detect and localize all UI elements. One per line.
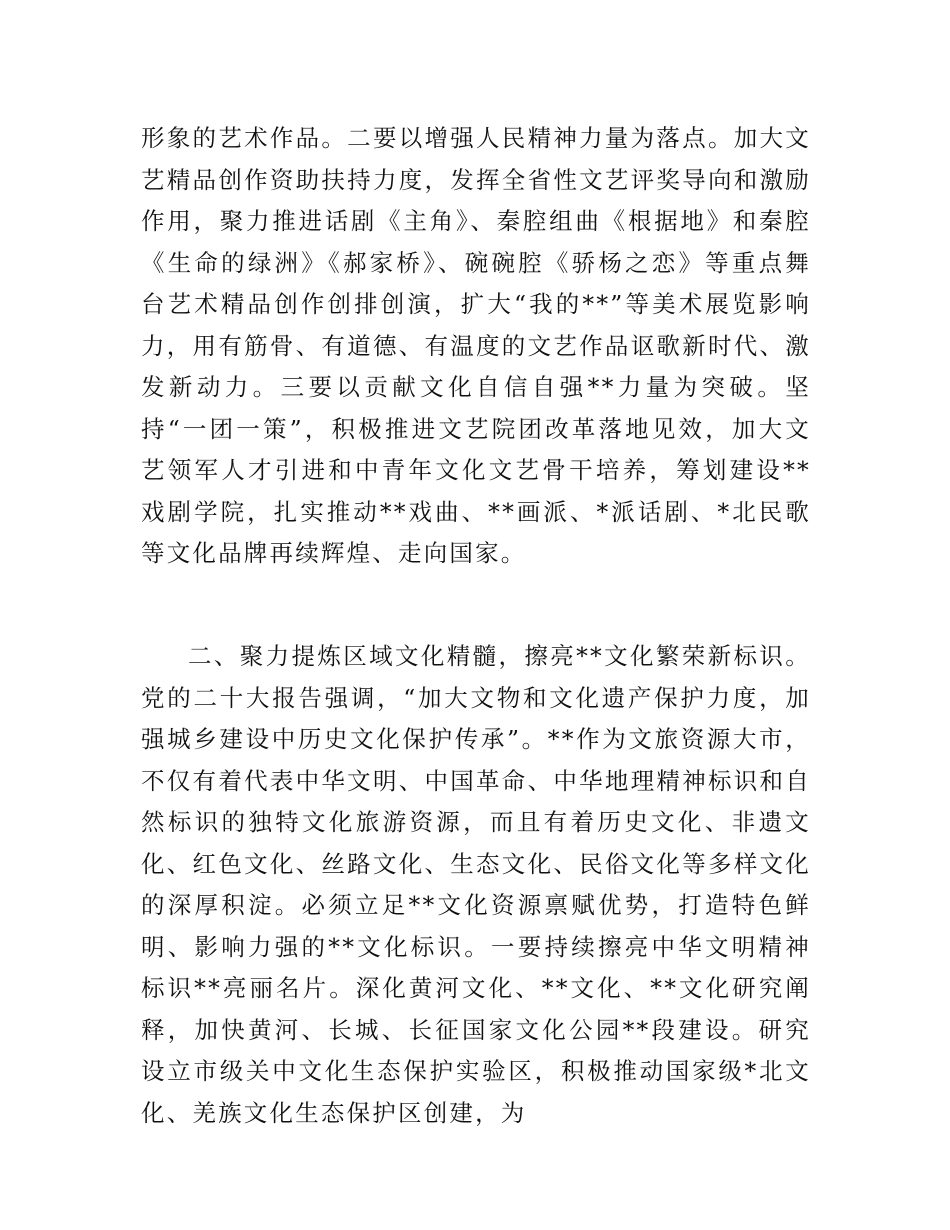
paragraph-continuation: 形象的艺术作品。二要以增强人民精神力量为落点。加大文艺精品创作资助扶持力度，发挥全省性文艺评奖导向和激励作用，聚力推进话剧《主角》、秦腔组曲《根据地》和秦腔《生命的绿洲》《郝家桥》、碗碗腔《骄杨之恋》等重点舞台艺术精品创作创排创演，扩大“我的**”等美术展览影响力，用有筋骨、有道德、有温度的文艺作品讴歌新时代、激发新动力。三要以贡献文化自信自强**力量为突破。坚持“一团一策”，积极推进文艺院团改革落地见效，加大文艺领军人才引进和中青年文化文艺骨干培养，筹划建设**戏剧学院，扎实推动**戏曲、**画派、*派话剧、*北民歌等文化品牌再续辉煌、走向国家。 — [141, 124, 811, 567]
paragraph-section-two: 二、聚力提炼区域文化精髓，擦亮**文化繁荣新标识。党的二十大报告强调，“加大文物和文化遗产保护力度，加强城乡建设中历史文化保护传承”。**作为文旅资源大市，不仅有着代表中华文明、中国革命、中华地理精神标识和自然标识的独特文化旅游资源，而且有着历史文化、非遗文化、红色文化、丝路文化、生态文化、民俗文化等多样文化的深厚积淀。必须立足**文化资源禀赋优势，打造特色鲜明、影响力强的**文化标识。一要持续擦亮中华文明精神标识**亮丽名片。深化黄河文化、**文化、**文化研究阐释，加快黄河、长城、长征国家文化公园**段建设。研究设立市级关中文化生态保护实验区，积极推动国家级*北文化、羌族文化生态保护区创建，为 — [141, 642, 811, 1127]
